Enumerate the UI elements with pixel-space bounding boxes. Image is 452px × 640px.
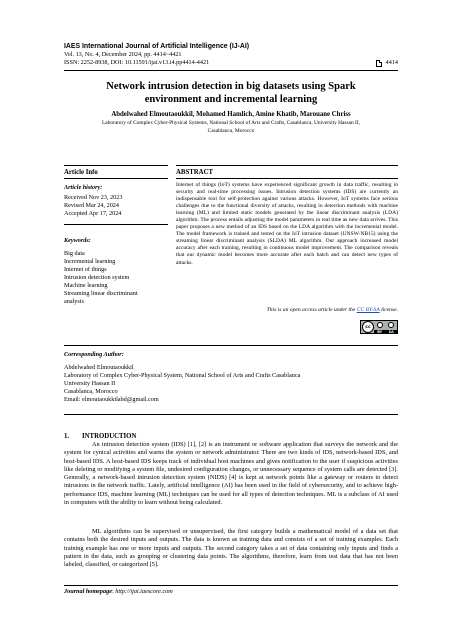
keyword-item: Streaming linear discriminant	[64, 290, 138, 297]
keyword-item: Incremental learning	[64, 258, 116, 265]
article-info-top-rule	[64, 165, 168, 166]
homepage-separator: :	[111, 588, 116, 595]
keyword-item: Internet of things	[64, 266, 107, 273]
homepage-label: Journal homepage	[64, 588, 112, 595]
article-info-heading: Article Info	[64, 169, 98, 176]
share-alike-icon	[388, 322, 394, 328]
volume-line: Vol. 13, No. 4, December 2024, pp. 4414~4421	[64, 51, 182, 58]
corresponding-top-rule	[64, 345, 398, 346]
keyword-item: analysis	[64, 298, 84, 305]
affiliation-line-1: Laboratory of Complex Cyber-Physical Systems, National School of Arts and Crafts, Casablanca, University Hassan II,	[102, 120, 360, 126]
license-line	[176, 306, 398, 314]
corresponding-city: Casablanca, Morocco	[64, 388, 118, 395]
header-rule	[64, 70, 398, 71]
keyword-item: Intrusion detection system	[64, 274, 130, 281]
keyword-item: Big data	[64, 250, 85, 257]
homepage-url[interactable]: http://ijai.iaescore.com	[115, 588, 173, 595]
section-title: INTRODUCTION	[82, 433, 137, 440]
badge-sa-label: SA	[388, 329, 394, 334]
corresponding-bottom-rule	[64, 414, 398, 415]
issn-doi-line: ISSN: 2252-8938, DOI: 10.11591/ijai.v13.i4.pp4414-4421	[64, 59, 210, 66]
journal-homepage-footer	[64, 588, 173, 596]
keywords-label: Keywords:	[64, 237, 91, 244]
affiliation	[64, 120, 398, 135]
paper-title	[64, 80, 398, 106]
license-suffix: license.	[379, 307, 398, 313]
footer-rule	[64, 585, 398, 586]
abstract-bottom-rule	[176, 178, 398, 179]
corresponding-author-label: Corresponding Author:	[64, 351, 124, 358]
keywords-rule	[64, 224, 168, 225]
accepted-date: Accepted Apr 17, 2024	[64, 210, 122, 217]
abstract-top-rule	[176, 165, 398, 166]
corresponding-university: University Hassan II	[64, 380, 116, 387]
section-number: 1.	[64, 433, 70, 440]
abstract-text: Internet of things (IoT) systems have experienced significant growth in data traffic, resulting in security and real-time processing issues. Intrusion detection systems (IDS) are currently an indispensable tool for self-protection against various attacks. However, IoT systems face serious challenges due to the functional diversity of attacks, resulting in detection methods with machine learning (ML) and limited static models generated by the linear discriminant analysis (LDA) algorithm. The process entails adjusting the model parameters in real time as new data arrives. This paper proposes a new method of an IDS based on the LDA algorithm with the incremental model. The model framework is trained and tested on the IoT intrusion dataset (UNSW-NB15) using the streaming linear discriminant analysis (SLDA) ML algorithm. Our approach increased model accuracy after each training, resulting in continuous model improvement. The comparison reveals that our dynamic model becomes more accurate after each batch and can detect new types of attacks.	[176, 182, 398, 266]
affiliation-line-2: Casablanca, Morocco	[207, 127, 255, 134]
license-prefix: This is an open access article under the	[266, 307, 357, 313]
badge-by-label: BY	[377, 329, 383, 334]
title-line-1: Network intrusion detection in big datasets using Spark	[106, 81, 356, 92]
attribution-icon	[377, 322, 383, 328]
author-list: Abdelwahed Elmoutaoukkil, Mohamed Hamlich, Amine Khatib, Marouane Chriss	[111, 111, 351, 118]
corresponding-email: Email: elmoutaoukkilabd@gmail.com	[64, 396, 159, 403]
abstract-heading: ABSTRACT	[176, 169, 214, 176]
intro-paragraph-2: ML algorithms can be supervised or unsupervised, the first category builds a mathematical model of a data set that contains both the desired inputs and outputs. The data is known as training data and consists of a set of training examples. Each training example has one or more inputs and outputs. The second category takes a set of data containing only inputs and finds a pattern in the data, such as grouping or clustering data points. The algorithms, therefore, learn from test data that has not been labeled, classified, or categorized [5].	[64, 528, 398, 569]
corresponding-lab: Laboratory of Complex Cyber-Physical System, National School of Arts and Crafts Casablanca	[64, 372, 301, 379]
corresponding-name: Abdelwahed Elmoutaoukkil	[64, 364, 134, 371]
issn-row	[64, 59, 398, 67]
section-heading-introduction	[64, 432, 136, 441]
received-date: Received Nov 23, 2023	[64, 194, 123, 201]
page-number: 4414	[385, 59, 398, 66]
document-icon	[376, 60, 382, 67]
cc-by-sa-license-icon[interactable]	[360, 320, 398, 334]
page-number-group	[376, 59, 398, 67]
revised-date: Revised Mar 24, 2024	[64, 202, 119, 209]
cc-by-sa-link[interactable]: CC BY-SA	[356, 307, 380, 313]
keyword-item: Machine learning	[64, 282, 108, 289]
intro-paragraph-1: An intrusion detection system (IDS) [1], [2] is an instrument or software application that surveys the network and the system for cynical activities and warns the system or network administrator. There are two kinds of IDS, network-based IDS, and host-based IDS. A host-based IDS keeps track of individual host machines and gives notification to the user if suspicious activities like deleting or modifying a system file, undesired configuration changes, or unnecessary sequence of system calls are detected [3]. Generally, a network-based intrusion detection system (NIDS) [4] is kept at network points like a gateway or routers to detect intrusions in the network traffic. Lately, artificial intelligence (AI) has been used in the field of cybersecurity, and to achieve high-performance IDS, machine learning (ML) techniques can be used for all types of detection techniques. ML is a subclass of AI used in computers with the ability to learn without being calculated.	[64, 441, 398, 507]
journal-header	[64, 42, 398, 67]
journal-name: IAES International Journal of Artificial Intelligence (IJ-AI)	[64, 43, 250, 50]
article-info-bottom-rule	[64, 178, 168, 179]
cc-logo-icon: cc	[362, 321, 374, 333]
article-history-label: Article history:	[64, 184, 103, 191]
title-line-2: environment and incremental learning	[144, 94, 318, 105]
